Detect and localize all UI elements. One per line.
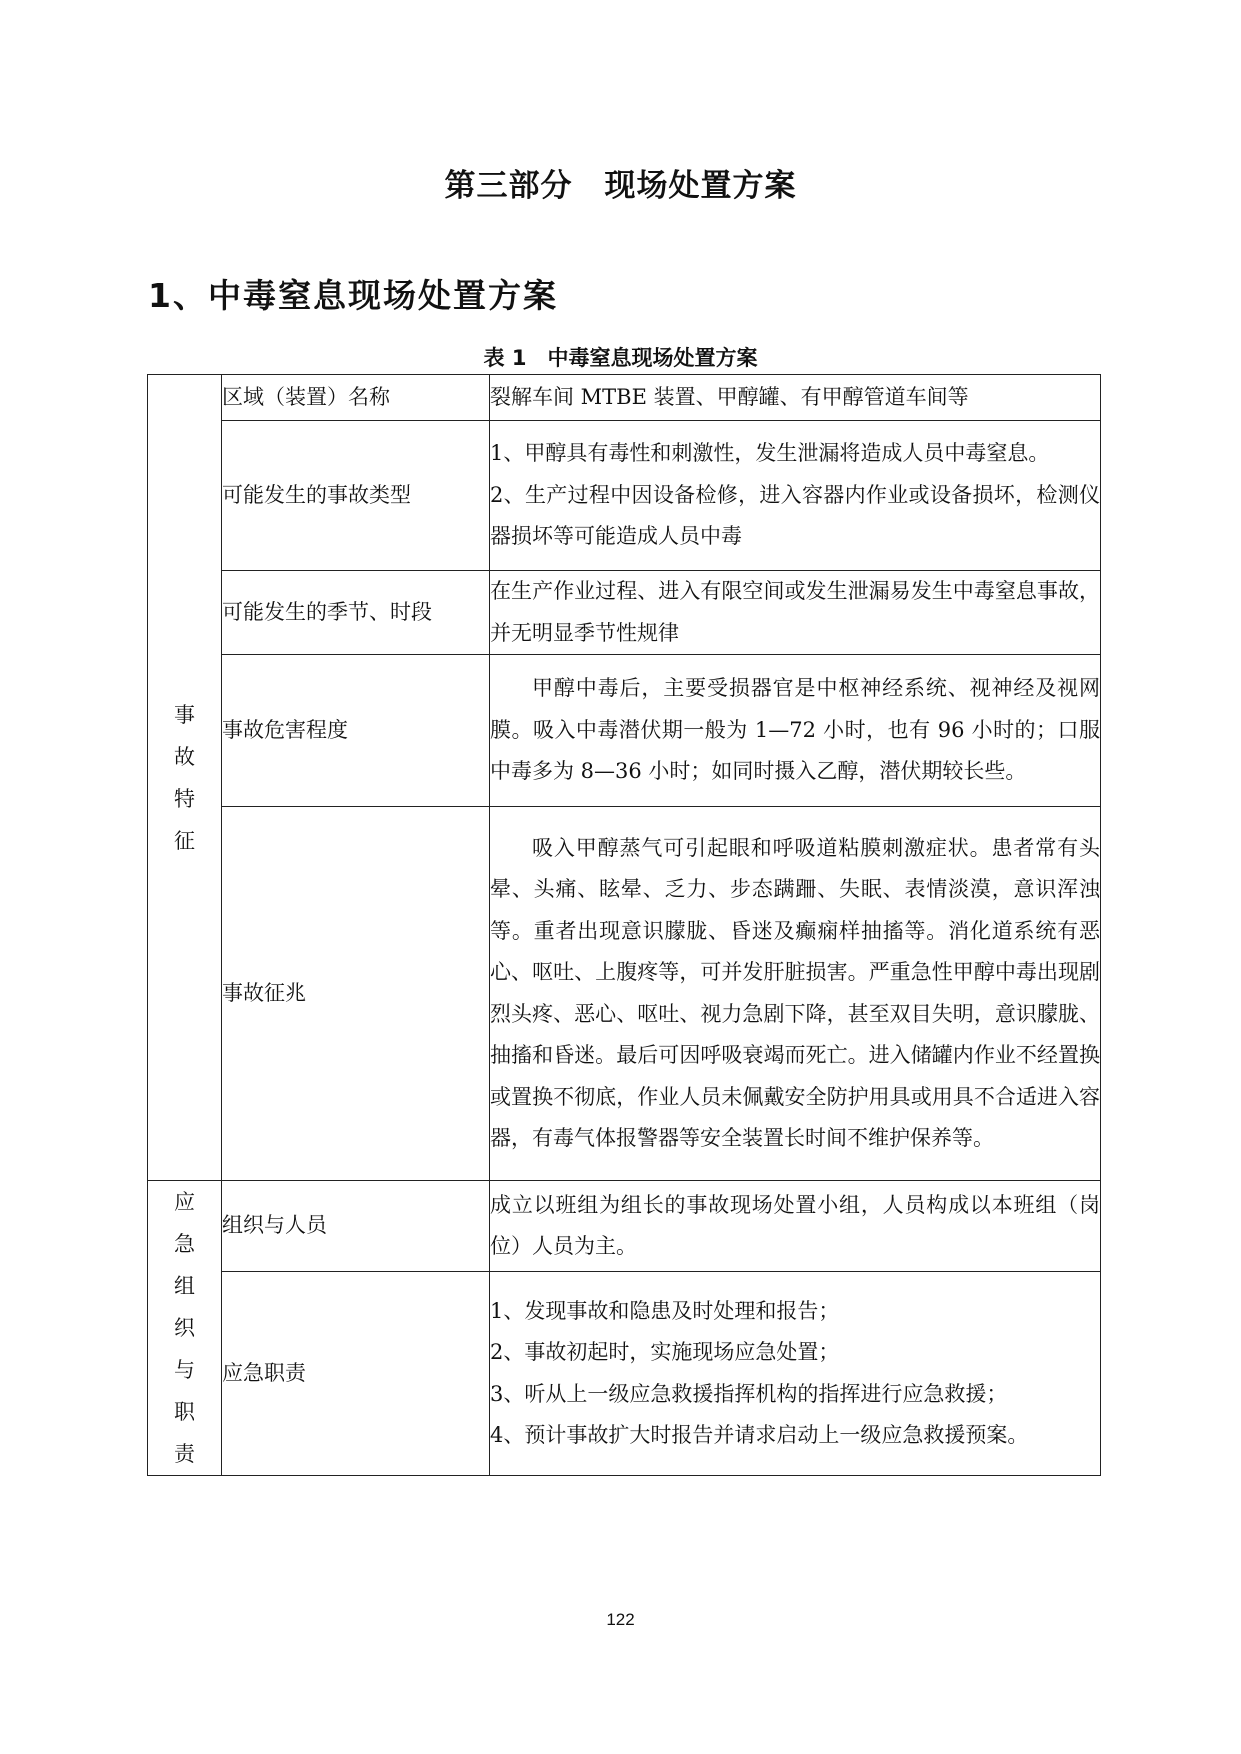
part-title: 第三部分 现场处置方案 (444, 168, 797, 204)
table-row (148, 655, 1101, 807)
row-label: 应急职责 (222, 1272, 490, 1476)
row-content: 甲醇中毒后，主要受损器官是中枢神经系统、视神经及视网膜。吸入中毒潜伏期一般为 1—72 小时，也有 96 小时的；口服中毒多为 8—36 小时；如同时摄入乙醇，潜伏期较长些。 (490, 655, 1101, 807)
row-content: 在生产作业过程、进入有限空间或发生泄漏易发生中毒窒息事故，并无明显季节性规律 (490, 571, 1101, 655)
row-label: 事故危害程度 (222, 655, 490, 807)
table-row (148, 1181, 1101, 1272)
table-row (148, 1272, 1101, 1476)
category-accident-features: 事 故 特 征 (148, 375, 222, 1181)
disposal-plan-table (147, 374, 1101, 1476)
page-number: 122 (606, 1610, 635, 1629)
row-label: 区域（装置）名称 (222, 375, 490, 421)
row-content: 1、甲醇具有毒性和刺激性，发生泄漏将造成人员中毒窒息。 2、生产过程中因设备检修，进入容器内作业或设备损坏，检测仪器损坏等可能造成人员中毒 (490, 421, 1101, 571)
row-content: 1、发现事故和隐患及时处理和报告； 2、事故初起时，实施现场应急处置； 3、听从上一级应急救援指挥机构的指挥进行应急救援； 4、预计事故扩大时报告并请求启动上一级应急救援预案。 (490, 1272, 1101, 1476)
row-label: 可能发生的事故类型 (222, 421, 490, 571)
row-label: 事故征兆 (222, 807, 490, 1181)
row-content: 裂解车间 MTBE 装置、甲醇罐、有甲醇管道车间等 (490, 375, 1101, 421)
table-row (148, 421, 1101, 571)
section-title: 1、中毒窒息现场处置方案 (148, 276, 558, 315)
row-label: 可能发生的季节、时段 (222, 571, 490, 655)
table-row (148, 375, 1101, 421)
table-caption: 表 1 中毒窒息现场处置方案 (483, 346, 758, 370)
row-content: 吸入甲醇蒸气可引起眼和呼吸道粘膜刺激症状。患者常有头晕、头痛、眩晕、乏力、步态蹒跚、失眠、表情淡漠，意识浑浊等。重者出现意识朦胧、昏迷及癫痫样抽搐等。消化道系统有恶心、呕吐、上腹疼等，可并发肝脏损害。严重急性甲醇中毒出现剧烈头疼、恶心、呕吐、视力急剧下降，甚至双目失明，意识朦胧、抽搐和昏迷。最后可因呼吸衰竭而死亡。进入储罐内作业不经置换或置换不彻底，作业人员未佩戴安全防护用具或用具不合适进入容器，有毒气体报警器等安全装置长时间不维护保养等。 (490, 807, 1101, 1181)
table-row (148, 571, 1101, 655)
table-row (148, 807, 1101, 1181)
row-content: 成立以班组为组长的事故现场处置小组，人员构成以本班组（岗位）人员为主。 (490, 1181, 1101, 1272)
category-emergency-organization: 应 急 组 织 与 职 责 (148, 1181, 222, 1476)
row-label: 组织与人员 (222, 1181, 490, 1272)
